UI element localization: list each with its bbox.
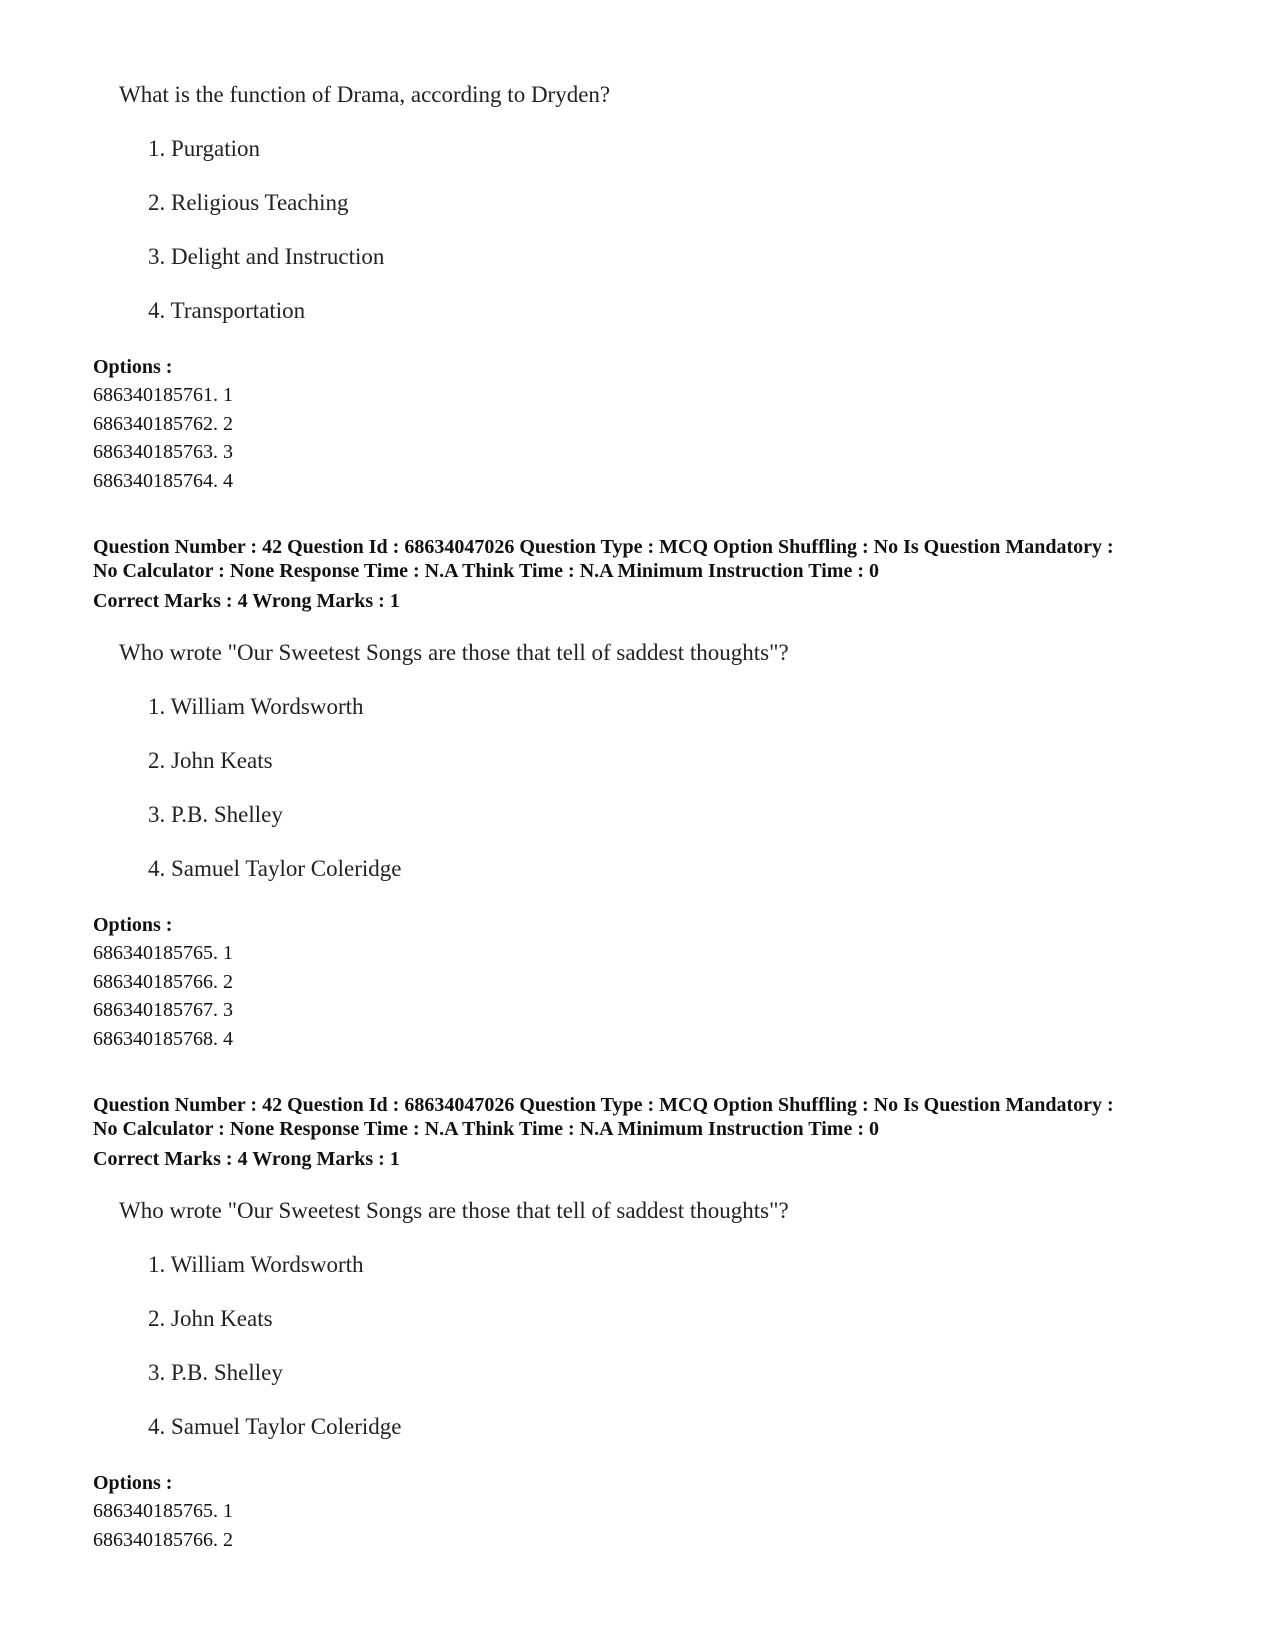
option-row: 686340185767. 3: [93, 999, 233, 1021]
choice-item: 2. John Keats: [148, 1306, 273, 1331]
question-meta-line: Question Number : 42 Question Id : 68634047026 Question Type : MCQ Option Shuffling : No Is Question Mandatory :: [93, 1094, 1114, 1116]
choice-item: 1. William Wordsworth: [148, 694, 364, 719]
option-row: 686340185764. 4: [93, 470, 233, 492]
marks-line: Correct Marks : 4 Wrong Marks : 1: [93, 590, 400, 612]
options-label: Options :: [93, 1472, 173, 1494]
question-text: Who wrote "Our Sweetest Songs are those that tell of saddest thoughts"?: [119, 1198, 789, 1223]
options-label: Options :: [93, 356, 173, 378]
option-row: 686340185765. 1: [93, 1500, 233, 1522]
question-meta-line: No Calculator : None Response Time : N.A Think Time : N.A Minimum Instruction Time : 0: [93, 1118, 879, 1140]
choice-item: 3. Delight and Instruction: [148, 244, 385, 269]
question-meta-line: Question Number : 42 Question Id : 68634047026 Question Type : MCQ Option Shuffling : No Is Question Mandatory :: [93, 536, 1114, 558]
marks-line: Correct Marks : 4 Wrong Marks : 1: [93, 1148, 400, 1170]
option-row: 686340185761. 1: [93, 384, 233, 406]
option-row: 686340185765. 1: [93, 942, 233, 964]
choice-item: 1. William Wordsworth: [148, 1252, 364, 1277]
choice-item: 4. Samuel Taylor Coleridge: [148, 856, 402, 881]
choice-item: 3. P.B. Shelley: [148, 1360, 283, 1385]
question-text: What is the function of Drama, according to Dryden?: [119, 82, 611, 107]
question-text: Who wrote "Our Sweetest Songs are those that tell of saddest thoughts"?: [119, 640, 789, 665]
choice-item: 2. Religious Teaching: [148, 190, 349, 215]
option-row: 686340185766. 2: [93, 971, 233, 993]
choice-item: 4. Transportation: [148, 298, 306, 323]
option-row: 686340185768. 4: [93, 1028, 233, 1050]
option-row: 686340185762. 2: [93, 413, 233, 435]
choice-item: 1. Purgation: [148, 136, 261, 161]
choice-item: 2. John Keats: [148, 748, 273, 773]
choice-item: 3. P.B. Shelley: [148, 802, 283, 827]
choice-item: 4. Samuel Taylor Coleridge: [148, 1414, 402, 1439]
question-meta-line: No Calculator : None Response Time : N.A Think Time : N.A Minimum Instruction Time : 0: [93, 560, 879, 582]
options-label: Options :: [93, 914, 173, 936]
option-row: 686340185763. 3: [93, 441, 233, 463]
option-row: 686340185766. 2: [93, 1529, 233, 1551]
